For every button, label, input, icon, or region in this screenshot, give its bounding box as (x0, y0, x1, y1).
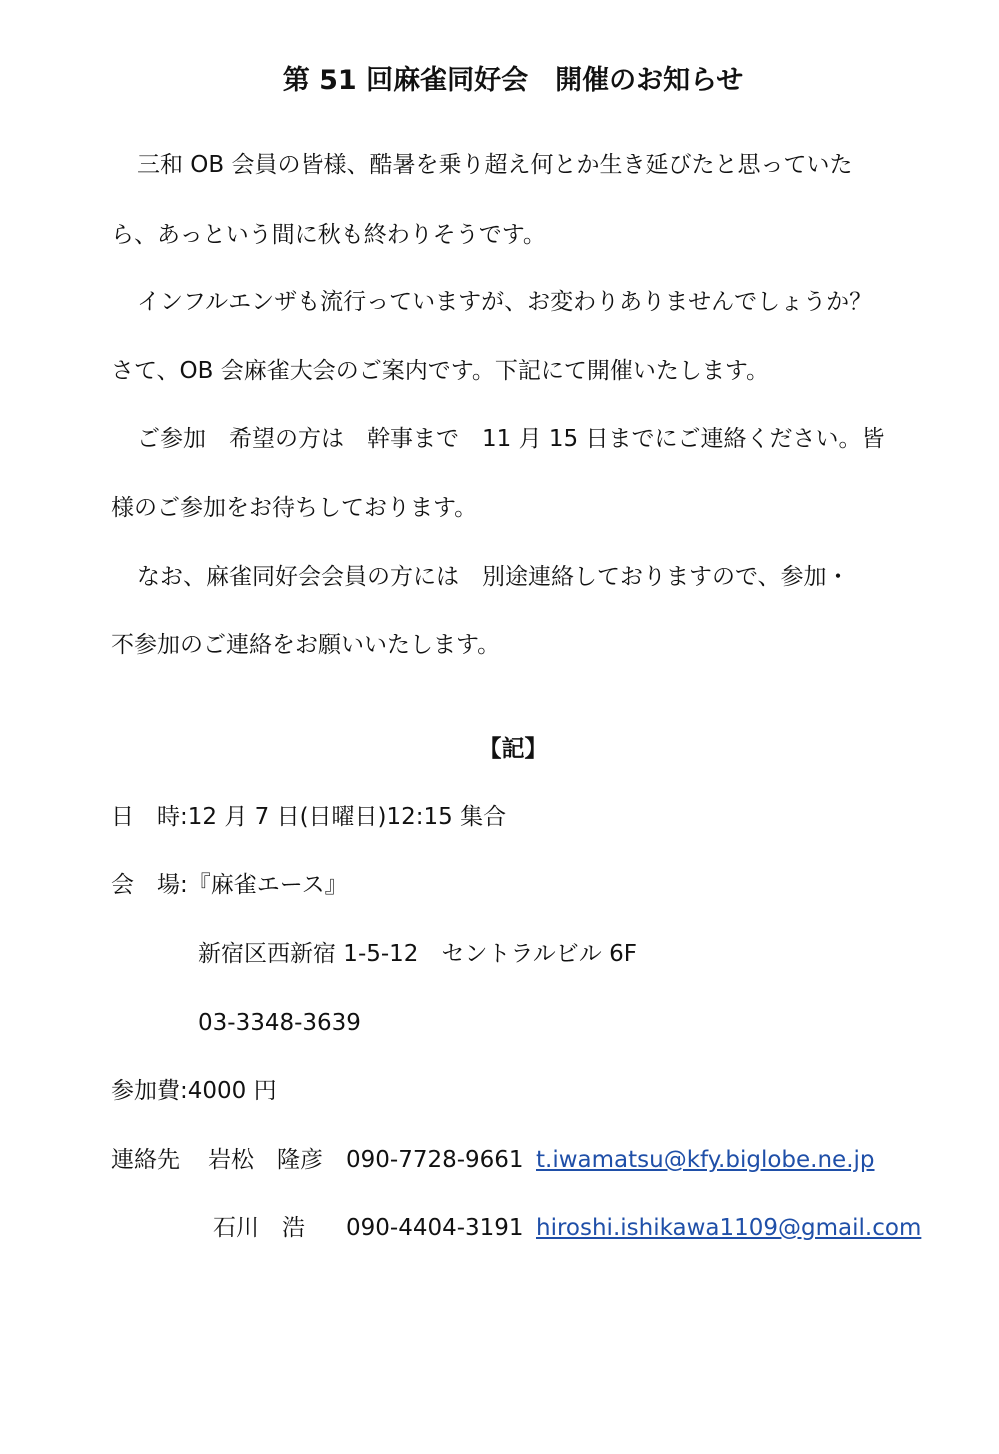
fee-line: 参加費:4000 円 (111, 1078, 277, 1104)
paragraph-2-line-1: インフルエンザも流行っていますが、お変わりありませんでしょうか？ (137, 289, 873, 315)
paragraph-3-line-1: ご参加 希望の方は 幹事まで 11 月 15 日までにご連絡ください。皆 (137, 426, 885, 452)
contact-2-name: 石川 浩 (213, 1215, 305, 1241)
datetime-line: 日 時:12 月 7 日(日曜日)12:15 集合 (111, 804, 507, 830)
paragraph-1-line-1: 三和 OB 会員の皆様、酷暑を乗り超え何とか生き延びたと思っていた (137, 152, 853, 178)
contact-2-email-link[interactable]: hiroshi.ishikawa1109@gmail.com (536, 1215, 922, 1241)
contact-label: 連絡先 (111, 1147, 180, 1173)
contact-2-phone: 090-4404-3191 (346, 1215, 524, 1241)
ki-heading: 【記】 (478, 736, 548, 762)
contact-1-phone: 090-7728-9661 (346, 1147, 524, 1173)
page-title: 第 51 回麻雀同好会 開催のお知らせ (282, 65, 744, 96)
contact-1-email-link[interactable]: t.iwamatsu@kfy.biglobe.ne.jp (536, 1147, 875, 1173)
venue-phone: 03-3348-3639 (198, 1010, 361, 1036)
paragraph-3-line-2: 様のご参加をお待ちしております。 (111, 495, 478, 521)
paragraph-2-line-2: さて、OB 会麻雀大会のご案内です。下記にて開催いたします。 (111, 358, 770, 384)
venue-line: 会 場:『麻雀エース』 (111, 872, 348, 898)
venue-address: 新宿区西新宿 1-5-12 セントラルビル 6F (198, 941, 637, 967)
paragraph-4-line-2: 不参加のご連絡をお願いいたします。 (111, 632, 501, 658)
paragraph-1-line-2: ら、あっという間に秋も終わりそうです。 (111, 222, 546, 248)
contact-1-name: 岩松 隆彦 (208, 1147, 323, 1173)
paragraph-4-line-1: なお、麻雀同好会会員の方には 別途連絡しておりますので、参加・ (137, 564, 850, 590)
